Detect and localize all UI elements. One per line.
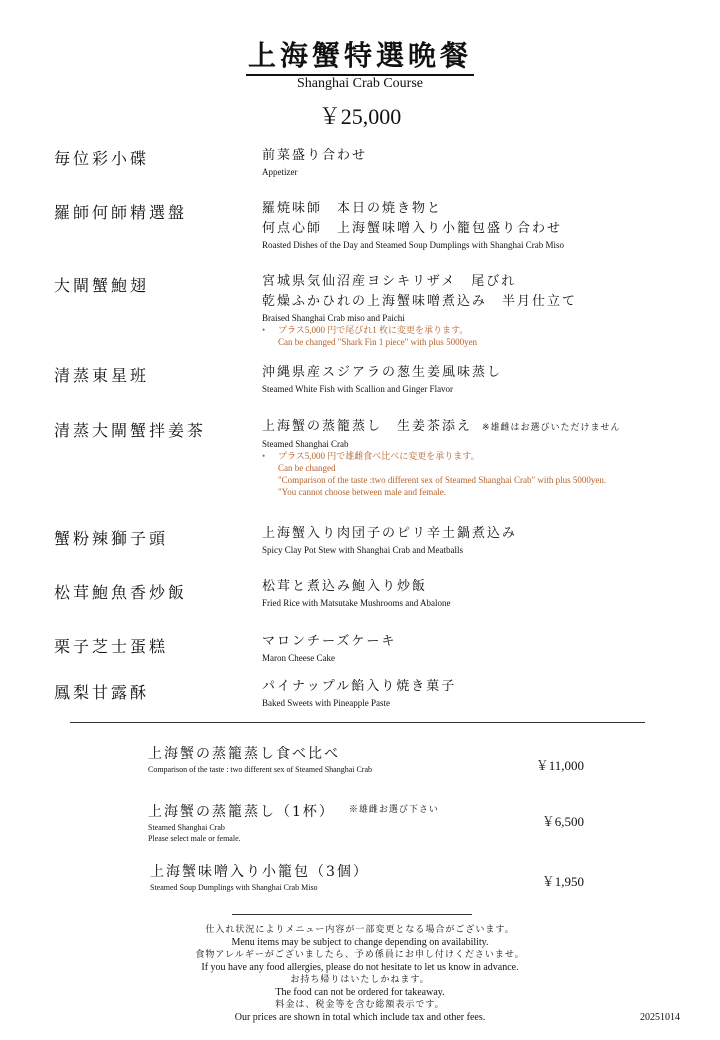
course-description xyxy=(262,632,702,664)
footer-note: Our prices are shown in total which include tax and other fees. xyxy=(234,1012,486,1023)
dish-jp: 前菜盛り合わせ xyxy=(262,148,368,163)
dish-en: Fried Rice with Matsutake Mushrooms and Abalone xyxy=(262,598,451,608)
extra-price: ￥1,950 xyxy=(541,874,584,889)
dish-jp: 松茸と煮込み鮑入り炒飯 xyxy=(262,579,428,594)
dish-jp: 上海蟹の蒸籠蒸し 生姜茶添え ※雄雌はお選びいただけません xyxy=(262,419,621,434)
course-name: 清蒸東星班 xyxy=(54,366,150,385)
dish-en: Steamed Shanghai Crab xyxy=(262,439,349,449)
dish-jp: 宮城県気仙沼産ヨシキリザメ 尾びれ xyxy=(262,274,517,289)
document-code: 20251014 xyxy=(640,1012,680,1023)
dish-en: Spicy Clay Pot Stew with Shanghai Crab and Meatballs xyxy=(262,545,463,555)
course-price: ￥25,000 xyxy=(318,104,402,129)
a-la-carte-item xyxy=(148,800,608,844)
extra-price: ￥6,500 xyxy=(541,814,584,829)
extra-en: Comparison of the taste : two different sex of Steamed Shanghai Crab xyxy=(148,765,373,774)
dish-jp: パイナップル餡入り焼き菓子 xyxy=(262,679,457,694)
extra-jp: 上海蟹の蒸籠蒸し（1杯） $^{※雄雌お選び下さい}$ xyxy=(148,804,439,820)
dish-en: Baked Sweets with Pineapple Paste xyxy=(262,698,390,708)
course-name: 蟹粉辣獅子頭 xyxy=(54,529,169,548)
course-name: 鳳梨甘露酥 xyxy=(54,683,150,702)
upgrade-option-en: Can be changed xyxy=(278,463,336,473)
course-description xyxy=(262,524,702,556)
dish-en: Appetizer xyxy=(262,167,298,177)
menu-subtitle: Shanghai Crab Course xyxy=(297,76,423,91)
course-name: 羅師何師精選盤 xyxy=(54,203,188,222)
sex-note: ※雄雌お選び下さい xyxy=(348,805,439,815)
section-divider xyxy=(70,722,645,723)
footer-divider xyxy=(232,914,472,915)
extra-en: Steamed Shanghai Crab xyxy=(148,823,225,832)
course-name: 栗子芝士蛋糕 xyxy=(54,637,169,656)
footer-note: The food can not be ordered for takeaway. xyxy=(275,987,445,998)
upgrade-option-en: "Comparison of the taste :two different sex of Steamed Shanghai Crab" with plus 5000yen. xyxy=(278,475,607,485)
dish-jp: 上海蟹入り肉団子のピリ辛土鍋煮込み xyxy=(262,526,518,541)
footer-note: 料金は、税金等を含む総額表示です。 xyxy=(275,1000,445,1010)
upgrade-option: • プラス5,000 円で雄雌食べ比べに変更を承ります。 xyxy=(262,451,480,461)
course-description xyxy=(262,363,702,395)
dish-jp: 何点心師 上海蟹味噌入り小籠包盛り合わせ xyxy=(262,221,563,236)
extra-price: ￥11,000 xyxy=(535,758,584,773)
footer-note: If you have any food allergies, please do not hesitate to let us know in advance. xyxy=(201,962,519,973)
upgrade-option-en: "You cannot choose between male and female. xyxy=(278,487,446,497)
footer-note: お持ち帰りはいたしかねます。 xyxy=(290,975,430,985)
menu-title: 上海蟹特選晩餐 xyxy=(0,34,720,74)
course-description xyxy=(262,577,702,609)
course-description xyxy=(262,199,702,251)
footer-note: 仕入れ状況によりメニュー内容が一部変更となる場合がございます。 xyxy=(205,925,515,935)
course-name: 清蒸大閘蟹拌姜茶 xyxy=(54,421,207,440)
dish-en: Braised Shanghai Crab miso and Paichi xyxy=(262,313,405,323)
dish-jp: 乾燥ふかひれの上海蟹味噌煮込み 半月仕立て xyxy=(262,294,578,309)
course-description xyxy=(262,417,702,498)
extra-jp: 上海蟹の蒸籠蒸し食べ比べ xyxy=(148,746,340,762)
extra-en: Steamed Soup Dumplings with Shanghai Crab Miso xyxy=(150,883,318,892)
upgrade-option: • プラス5,000 円で尾びれ1 枚に変更を承ります。 xyxy=(262,325,469,335)
extra-en-note: Please select male or female. xyxy=(148,834,241,843)
course-name: 毎位彩小碟 xyxy=(54,149,150,168)
course-name: 大閘蟹鮑翅 xyxy=(54,276,150,295)
course-name: 松茸鮑魚香炒飯 xyxy=(54,583,188,602)
sex-note: ※雄雌はお選びいただけません xyxy=(482,423,621,433)
dish-jp: マロンチーズケーキ xyxy=(262,634,397,649)
footer-note: 食物アレルギーがございましたら、予め係員にお申し付けくださいませ。 xyxy=(195,950,525,960)
extra-jp: 上海蟹味噌入り小籠包（3個） xyxy=(150,864,369,880)
dish-en: Steamed White Fish with Scallion and Ginger Flavor xyxy=(262,384,454,394)
upgrade-option-en: Can be changed "Shark Fin 1 piece" with plus 5000yen xyxy=(278,337,478,347)
dish-jp: 羅焼味師 本日の焼き物と xyxy=(262,201,443,216)
course-description xyxy=(262,272,702,348)
dish-en: Maron Cheese Cake xyxy=(262,653,335,663)
dish-jp: 沖縄県産スジアラの葱生姜風味蒸し xyxy=(262,365,503,380)
dish-en: Roasted Dishes of the Day and Steamed Soup Dumplings with Shanghai Crab Miso xyxy=(262,240,564,250)
footer-notes xyxy=(120,924,600,1024)
course-description xyxy=(262,677,702,709)
footer-note: Menu items may be subject to change depending on availability. xyxy=(231,937,489,948)
course-description xyxy=(262,146,702,178)
